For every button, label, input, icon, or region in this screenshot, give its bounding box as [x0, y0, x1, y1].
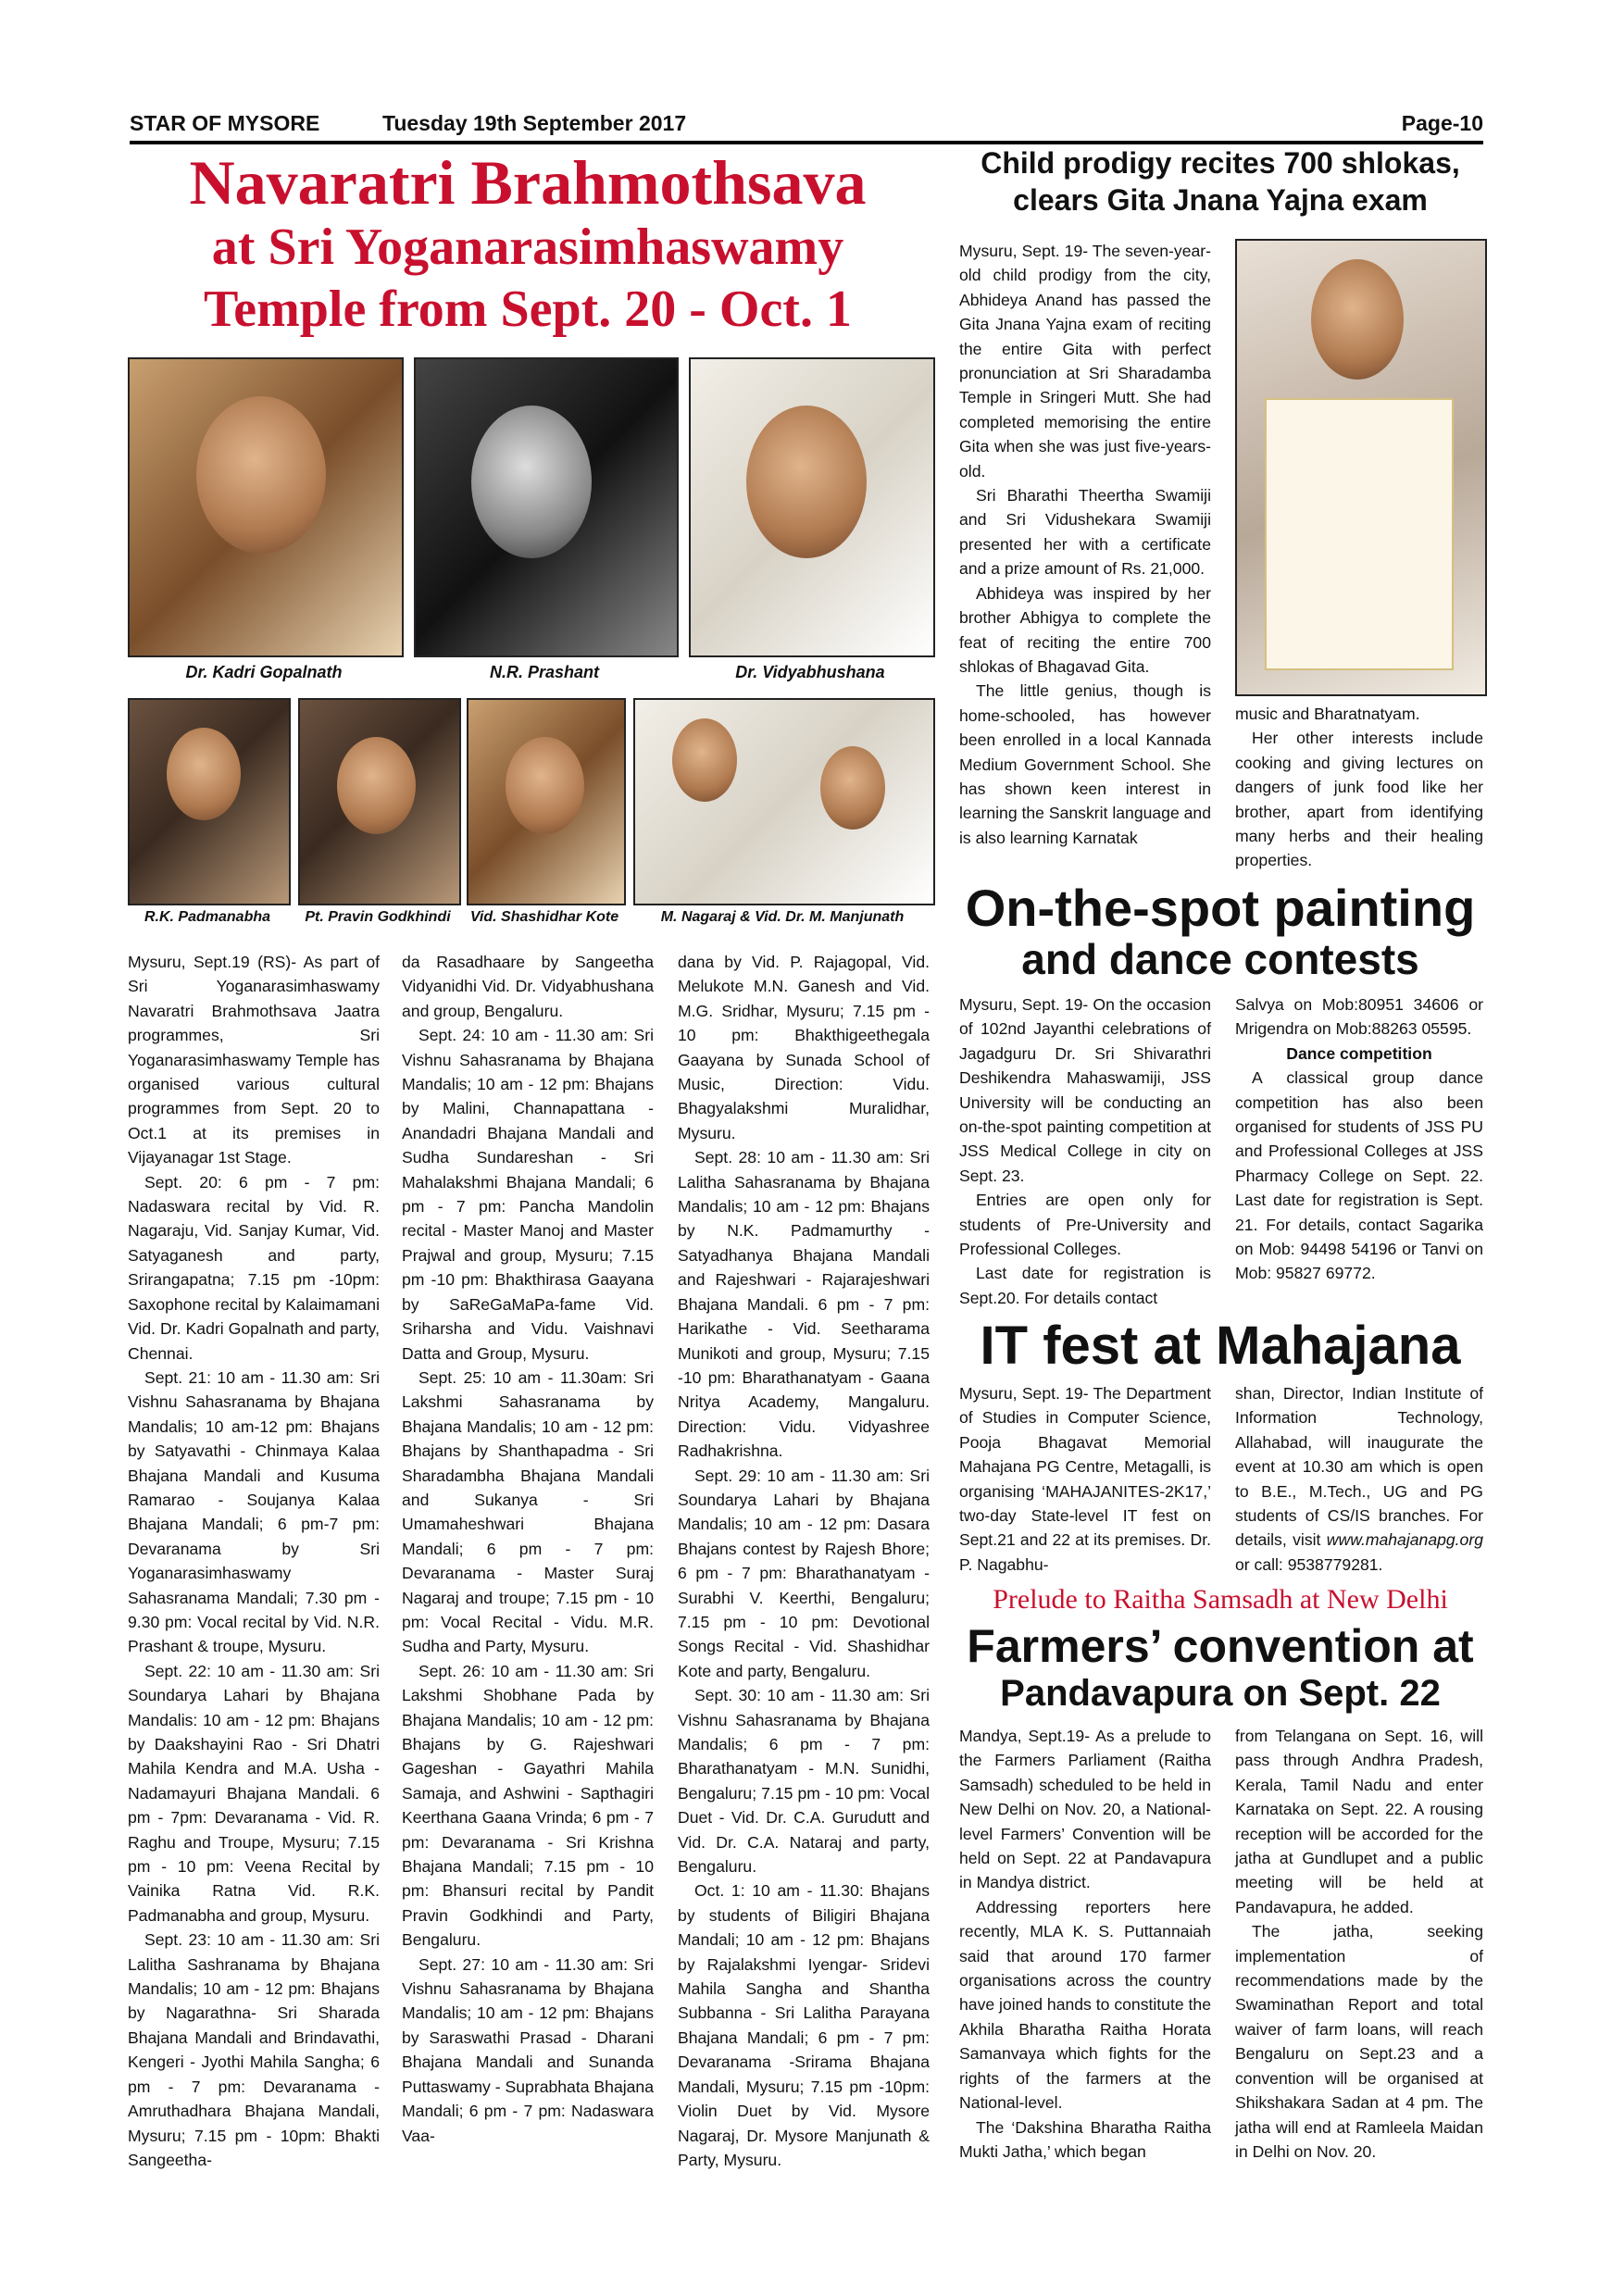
prodigy-headline-2: clears Gita Jnana Yajna exam	[1013, 183, 1428, 217]
painting-headline-1: On-the-spot painting	[965, 879, 1476, 937]
caption-shashidhar-kote: Vid. Shashidhar Kote	[469, 909, 619, 925]
caption-pravin-godkhindi: Pt. Pravin Godkhindi	[305, 909, 451, 925]
paragraph: Abhideya was inspired by her brother Abhigya to complete the feat of reciting the entire 700 shlokas of Bhagavad Gita.	[959, 583, 1211, 676]
paragraph: dana by Vid. P. Rajagopal, Vid. Melukote M.N. Ganesh and Vid. M.G. Sridhar, Mysuru; 7.15 pm - 10 pm: Bhakthigeethegala Gaayana by Sunada School of Music, Direction: Vidu. Bhagyalakshmi Muralidhar, Mysuru.	[678, 953, 930, 1142]
farmers-column-1	[959, 1724, 1211, 2164]
paragraph: Mysuru, Sept.19 (RS)- As part of Sri Yoganarasimhaswamy Navaratri Brahmothsava Jaatra programmes, Sri Yoganarasimhaswamy Temple has organised various cultural programmes from Sept. 20 to Oct.1 at its premises in Vijayanagar 1st Stage.	[128, 953, 380, 1167]
certificate	[1265, 398, 1454, 670]
paragraph: Her other interests include cooking and giving lectures on dangers of junk food like her brother, apart from identifying many herbs and their healing properties.	[1235, 729, 1483, 870]
farmers-headline-2: Pandavapura on Sept. 22	[1000, 1673, 1441, 1714]
paragraph: Sept. 21: 10 am - 11.30 am: Sri Vishnu Sahasranama by Bhajana Mandalis; 10 am-12 pm: Bhajans by Satyavathi - Chinmaya Kalaa Bhajana Mandali and Kusuma Ramarao - Soujanya Kalaa Bhajana Mandali; 6 pm-7 pm: Devaranama by Sri Yoganarasimhaswamy Sahasranama Mandali; 7.30 pm - 9.30 pm: Vocal recital by Vid. N.R. Prashant & troupe, Mysuru.	[128, 1367, 380, 1656]
photo-nr-prashant	[414, 357, 679, 657]
paragraph: The jatha, seeking implementation of recommendations made by the Swaminathan Report and total waiver of farm loans, will reach Bengaluru on Sept.23 and a convention will be organised at Shikshakara Sadan at 4 pm. The jatha will end at Ramleela Maidan in Delhi on Nov. 20.	[1235, 1922, 1483, 2161]
paper-name: STAR OF MYSORE	[130, 111, 320, 135]
paragraph: Salvya on Mob:80951 34606 or Mrigendra on Mob:88263 05595.	[1235, 995, 1483, 1039]
itfest-column-1	[959, 1381, 1211, 1577]
paragraph: Entries are open only for students of Pre-University and Professional Colleges.	[959, 1191, 1211, 1259]
paragraph: The ‘Dakshina Bharatha Raitha Mukti Jatha,’ which began	[959, 2117, 1211, 2161]
navaratri-headline-1: Navaratri Brahmothsava	[189, 147, 867, 218]
paragraph: Oct. 1: 10 am - 11.30: Bhajans by students of Biligiri Bhajana Mandali; 10 am - 12 pm: Bhajans by Rajalakshmi Iyengar- Sridevi Mahila Sangha and Shantha Subbanna - Sri Lalitha Parayana Bhajana Mandali; 6 pm - 7 pm: Devaranama -Srirama Bhajana Mandali, Mysuru; 7.15 pm -10pm: Violin Duet by Vid. Mysore Nagaraj, Dr. Mysore Manjunath & Party, Mysuru.	[678, 1881, 930, 2169]
paragraph: Mysuru, Sept. 19- On the occasion of 102nd Jayanthi celebrations of Jagadguru Dr. Sri Shivarathri Deshikendra Mahaswamiji, JSS University will be conducting an on-the-spot painting competition at JSS Medical College in city on Sept. 23.	[959, 995, 1211, 1185]
paragraph: Sept. 24: 10 am - 11.30 am: Sri Vishnu Sahasranama by Bhajana Mandalis; 10 am - 12 pm: Bhajans by Malini, Channapattana - Anandadri Bhajana Mandali and Sudha Sundareshan - Sri Mahalakshmi Bhajana Mandali; 6 pm - 7 pm: Pancha Mandolin recital - Master Manoj and Master Prajwal and group, Mysuru; 7.15 pm -10 pm: Bhakthirasa Gaayana by SaReGaMaPa-fame Vid. Sriharsha and Vidu. Vaishnavi Datta and Group, Mysuru.	[402, 1026, 654, 1363]
paragraph: shan, Director, Indian Institute of Information Technology, Allahabad, will inaugurate the event at 10.30 am which is open to B.E., M.Tech., UG and PG students of CS/IS branches. For details, visit www.mahajanapg.org or call: 9538779281.	[1235, 1384, 1483, 1574]
painting-column-1	[959, 992, 1211, 1310]
paragraph: Addressing reporters here recently, MLA K. S. Puttannaiah said that around 170 farmer organisations across the country have joined hands to constitute the Akhila Bharatha Raitha Horata Samanvaya which fights for the rights of the farmers at the National-level.	[959, 1897, 1211, 2113]
photo-vidyabhushana	[689, 357, 935, 657]
navaratri-headline-3: Temple from Sept. 20 - Oct. 1	[204, 281, 852, 338]
itfest-column-2	[1235, 1381, 1483, 1577]
photo-nagaraj-manjunath	[633, 698, 935, 905]
caption-nagaraj-manjunath: M. Nagaraj & Vid. Dr. M. Manjunath	[660, 909, 905, 925]
paragraph: Sept. 29: 10 am - 11.30 am: Sri Soundarya Lahari by Bhajana Mandalis; 10 am - 12 pm: Dasara Bhajans contest by Rajesh Bhore; 6 pm - 7 pm: Bharathanatyam - Surabhi V. Keerthi, Bengaluru; 7.15 pm - 10 pm: Devotional Songs Recital - Vid. Shashidhar Kote and party, Bengaluru.	[678, 1466, 930, 1680]
paragraph: Sept. 30: 10 am - 11.30 am: Sri Vishnu Sahasranama by Bhajana Mandalis; 6 pm - 7 pm: Bharathanatyam - M.N. Sunidhi, Bengaluru; 7.15 pm - 10 pm: Vocal Duet - Vid. Dr. C.A. Gurudutt and Vid. Dr. C.A. Nataraj and party, Bengaluru.	[678, 1686, 930, 1877]
dance-competition-subhead: Dance competition	[1286, 1043, 1432, 1063]
paragraph: Sept. 27: 10 am - 11.30 am: Sri Vishnu Sahasranama by Bhajana Mandalis; 10 am - 12 pm: Bhajans by Saraswathi Prasad - Dharani Bhajana Mandali and Sunanda Puttaswamy - Suprabhata Bhajana Mandali; 6 pm - 7 pm: Nadaswara Vaa-	[402, 1954, 654, 2145]
paragraph: Mandya, Sept.19- As a prelude to the Farmers Parliament (Raitha Samsadh) scheduled to be held in New Delhi on Nov. 20, a National-level Farmers’ Convention will be held on Sept. 22 at Pandavapura in Mandya district.	[959, 1727, 1211, 1892]
paragraph: Sri Bharathi Theertha Swamiji and Sri Vidushekara Swamiji presented her with a certificate and a prize amount of Rs. 21,000.	[959, 486, 1211, 579]
paragraph: Last date for registration is Sept.20. For details contact	[959, 1264, 1211, 1307]
prodigy-column-1	[959, 239, 1211, 850]
caption-vidyabhushana: Dr. Vidyabhushana	[735, 663, 885, 681]
paragraph: da Rasadhaare by Sangeetha Vidyanidhi Vid. Dr. Vidyabhushana and group, Bengaluru.	[402, 953, 654, 1020]
paragraph: Sept. 26: 10 am - 11.30 am: Sri Lakshmi Shobhane Pada by Bhajana Mandalis; 10 am - 12 pm: Bhajans by G. Rajeshwari Gageshan - Gayathri Mahila Samaja, and Ashwini - Sapthagiri Keerthana Gaana Vrinda; 6 pm - 7 pm: Devaranama - Sri Krishna Bhajana Mandali; 7.15 pm - 10 pm: Bhansuri recital by Pandit Pravin Godkhindi and Party, Bengaluru.	[402, 1661, 654, 1950]
paragraph: Sept. 20: 6 pm - 7 pm: Nadaswara recital by Vid. R. Nagaraju, Vid. Sanjay Kumar, Vid. Satyaganesh and party, Srirangapatna; 7.15 pm -10pm: Saxophone recital by Kalaimamani Vid. Dr. Kadri Gopalnath and party, Chennai.	[128, 1172, 380, 1363]
prodigy-headline-1: Child prodigy recites 700 shlokas,	[981, 146, 1460, 180]
caption-rk-padmanabha: R.K. Padmanabha	[144, 909, 271, 925]
paragraph: music and Bharatnatyam.	[1235, 705, 1420, 723]
paragraph: Mysuru, Sept. 19- The seven-year-old child prodigy from the city, Abhideya Anand has passed the Gita Jnana Yajna exam of reciting the entire Gita with perfect pronunciation at Sri Sharadamba Temple in Sringeri Mutt. She had completed memorising the entire Gita when she was just five-years-old.	[959, 242, 1211, 480]
paragraph: Mysuru, Sept. 19- The Department of Studies in Computer Science, Pooja Bhagavat Memorial Mahajana PG Centre, Metagalli, is organising ‘MAHAJANITES-2K17,’ two-day State-level IT fest on Sept.21 and 22 at its premises. Dr. P. Nagabhu-	[959, 1384, 1211, 1574]
photo-abhideya-anand	[1235, 239, 1487, 696]
paragraph: Sept. 28: 10 am - 11.30 am: Sri Lalitha Sahasranama by Bhajana Mandalis; 10 am - 12 pm: Bhajans by N.K. Padmamurthy - Satyadhanya Bhajana Mandali and Rajeshwari - Rajarajeshwari Bhajana Mandali. 6 pm - 7 pm: Harikathe - Vid. Seetharama Munikoti and group, Mysuru; 7.15 -10 pm: Bharathanatyam - Gaana Nritya Academy, Mangaluru. Direction: Vidu. Vidyashree Radhakrishna.	[678, 1148, 930, 1461]
navaratri-column-2	[402, 950, 654, 2148]
caption-nr-prashant: N.R. Prashant	[489, 663, 600, 681]
masthead	[130, 109, 1483, 144]
paragraph: from Telangana on Sept. 16, will pass through Andhra Pradesh, Kerala, Tamil Nadu and enter Karnataka on Sept. 22. A rousing reception will be accorded for the jatha at Gundlupet and a public meeting will be held at Pandavapura, he added.	[1235, 1727, 1483, 1916]
issue-date: Tuesday 19th September 2017	[382, 111, 687, 135]
navaratri-column-3	[678, 950, 930, 2172]
paragraph: Sept. 23: 10 am - 11.30 am: Sri Lalitha Sashranama by Bhajana Mandalis; 10 am - 12 pm: Bhajans by Nagarathna- Sri Sharada Bhajana Mandali and Brindavathi, Kengeri - Jyothi Mahila Sangha; 6 pm - 7 pm: Devaranama - Amruthadhara Bhajana Mandali, Mysuru; 7.15 pm - 10pm: Bhakti Sangeetha-	[128, 1930, 380, 2169]
paragraph: Sept. 25: 10 am - 11.30am: Sri Lakshmi Sahasranama by Bhajana Mandalis; 10 am - 12 pm: Bhajans by Shanthapadma - Sri Sharadambha Bhajana Mandali and Sukanya - Sri Umamaheshwari Bhajana Mandali; 6 pm - 7 pm: Devaranama - Master Suraj Nagaraj and troupe; 7.15 pm - 10 pm: Vocal Recital - Vidu. M.R. Sudha and Party, Mysuru.	[402, 1367, 654, 1656]
paragraph: A classical group dance competition has also been organised for students of JSS PU and Professional Colleges at JSS Pharmacy College on Sept. 22. Last date for registration is Sept. 21. For details, contact Sagarika on Mob: 94498 54196 or Tanvi on Mob: 95827 69772.	[1235, 1068, 1483, 1283]
painting-headline-2: and dance contests	[1021, 935, 1419, 983]
prodigy-column-2	[1235, 702, 1483, 873]
navaratri-headline-2: at Sri Yoganarasimhaswamy	[211, 218, 844, 276]
paragraph: Sept. 22: 10 am - 11.30 am: Sri Soundarya Lahari by Bhajana Mandalis: 10 am - 12 pm: Bhajans by Daakshayini Rao - Sri Dhatri Mahila Kendra and M.A. Usha - Nadamayuri Bhajana Mandali. 6 pm - 7pm: Devaranama - Vid. R. Raghu and Troupe, Mysuru; 7.15 pm - 10 pm: Veena Recital by Vainika Ratna Vid. R.K. Padmanabha and group, Mysuru.	[128, 1661, 380, 1925]
itfest-headline: IT fest at Mahajana	[980, 1316, 1461, 1376]
photo-shashidhar-kote	[467, 698, 626, 905]
farmers-kicker: Prelude to Raitha Samsadh at New Delhi	[993, 1584, 1448, 1615]
paragraph: The little genius, though is home-schooled, has however been enrolled in a local Kannada Medium Government School. She has shown keen interest in learning the Sanskrit language and is also learning Karnatak	[959, 681, 1211, 847]
photo-kadri-gopalnath	[128, 357, 404, 657]
page-number: Page-10	[1401, 111, 1483, 135]
navaratri-column-1	[128, 950, 380, 2172]
farmers-column-2	[1235, 1724, 1483, 2164]
photo-rk-padmanabha	[128, 698, 291, 905]
photo-pravin-godkhindi	[298, 698, 461, 905]
painting-column-2	[1235, 992, 1483, 1286]
farmers-headline-1: Farmers’ convention at	[967, 1620, 1474, 1672]
website-link[interactable]: www.mahajanapg.org	[1326, 1530, 1483, 1550]
caption-kadri-gopalnath: Dr. Kadri Gopalnath	[185, 663, 343, 681]
